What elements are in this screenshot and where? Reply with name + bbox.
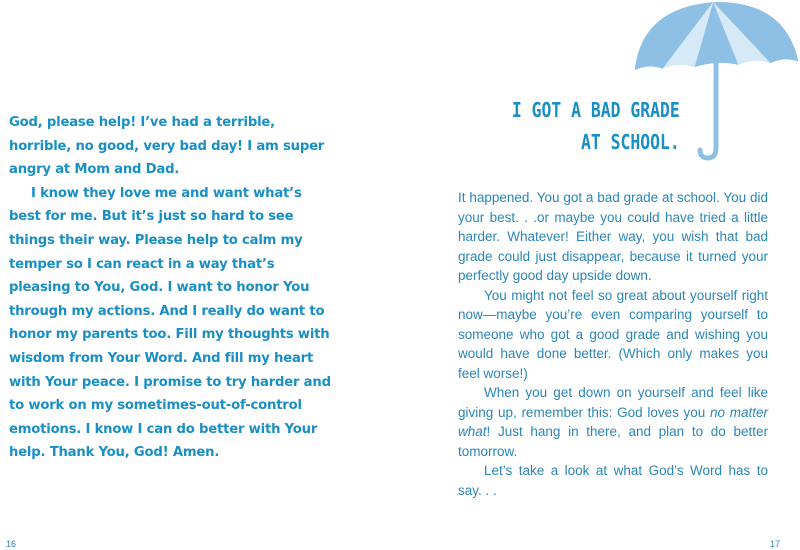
title-line-1: I GOT A BAD GRADE: [512, 98, 680, 122]
right-page: [400, 0, 800, 550]
title-line-2: AT SCHOOL.: [581, 130, 680, 154]
body-paragraph-1: It happened. You got a bad grade at school. You did your best. . .or maybe you could have tried a little harder. Whatever! Either way, you wish that bad grade could just disappear, because it turned your perfectly good day upside down.: [458, 190, 768, 283]
page-number-left: 16: [6, 539, 17, 549]
prayer-paragraph-2: I know they love me and want what’s best for me. But it’s just so hard to see things their way. Please help to calm my temper so I can react in a way that’s pleasing to You, God. I want to honor You through my actions. And I really do want to honor my parents too. Fill my thoughts with wisdom from Your Word. And fill my heart with Your peace. I promise to try harder and to work on my sometimes-out-of-control emotions. I know I can do better with Your help. Thank You, God! Amen.: [9, 185, 331, 461]
page-number-right: 17: [770, 539, 781, 549]
body-text: [458, 188, 768, 500]
prayer-paragraph-1: God, please help! I’ve had a terrible, horrible, no good, very bad day! I am super angry at Mom and Dad.: [9, 115, 325, 178]
prayer-text: [9, 111, 334, 465]
page-title: [512, 94, 680, 158]
emphasis-text: no matter what: [458, 404, 768, 439]
body-paragraph-3-start: When you get down on yourself and feel like giving up, remember this: God loves you: [458, 385, 768, 420]
body-paragraph-2: You might not feel so great about yourself right now—maybe you’re even comparing yourself to someone who got a good grade and wishing you would have done better. (Which only makes you feel worse!): [458, 287, 768, 381]
body-paragraph-3: [458, 383, 768, 461]
body-paragraph-3-end: ! Just hang in there, and plan to do better tomorrow.: [458, 424, 768, 459]
body-paragraph-4: Let’s take a look at what God’s Word has to say. . .: [458, 463, 768, 498]
